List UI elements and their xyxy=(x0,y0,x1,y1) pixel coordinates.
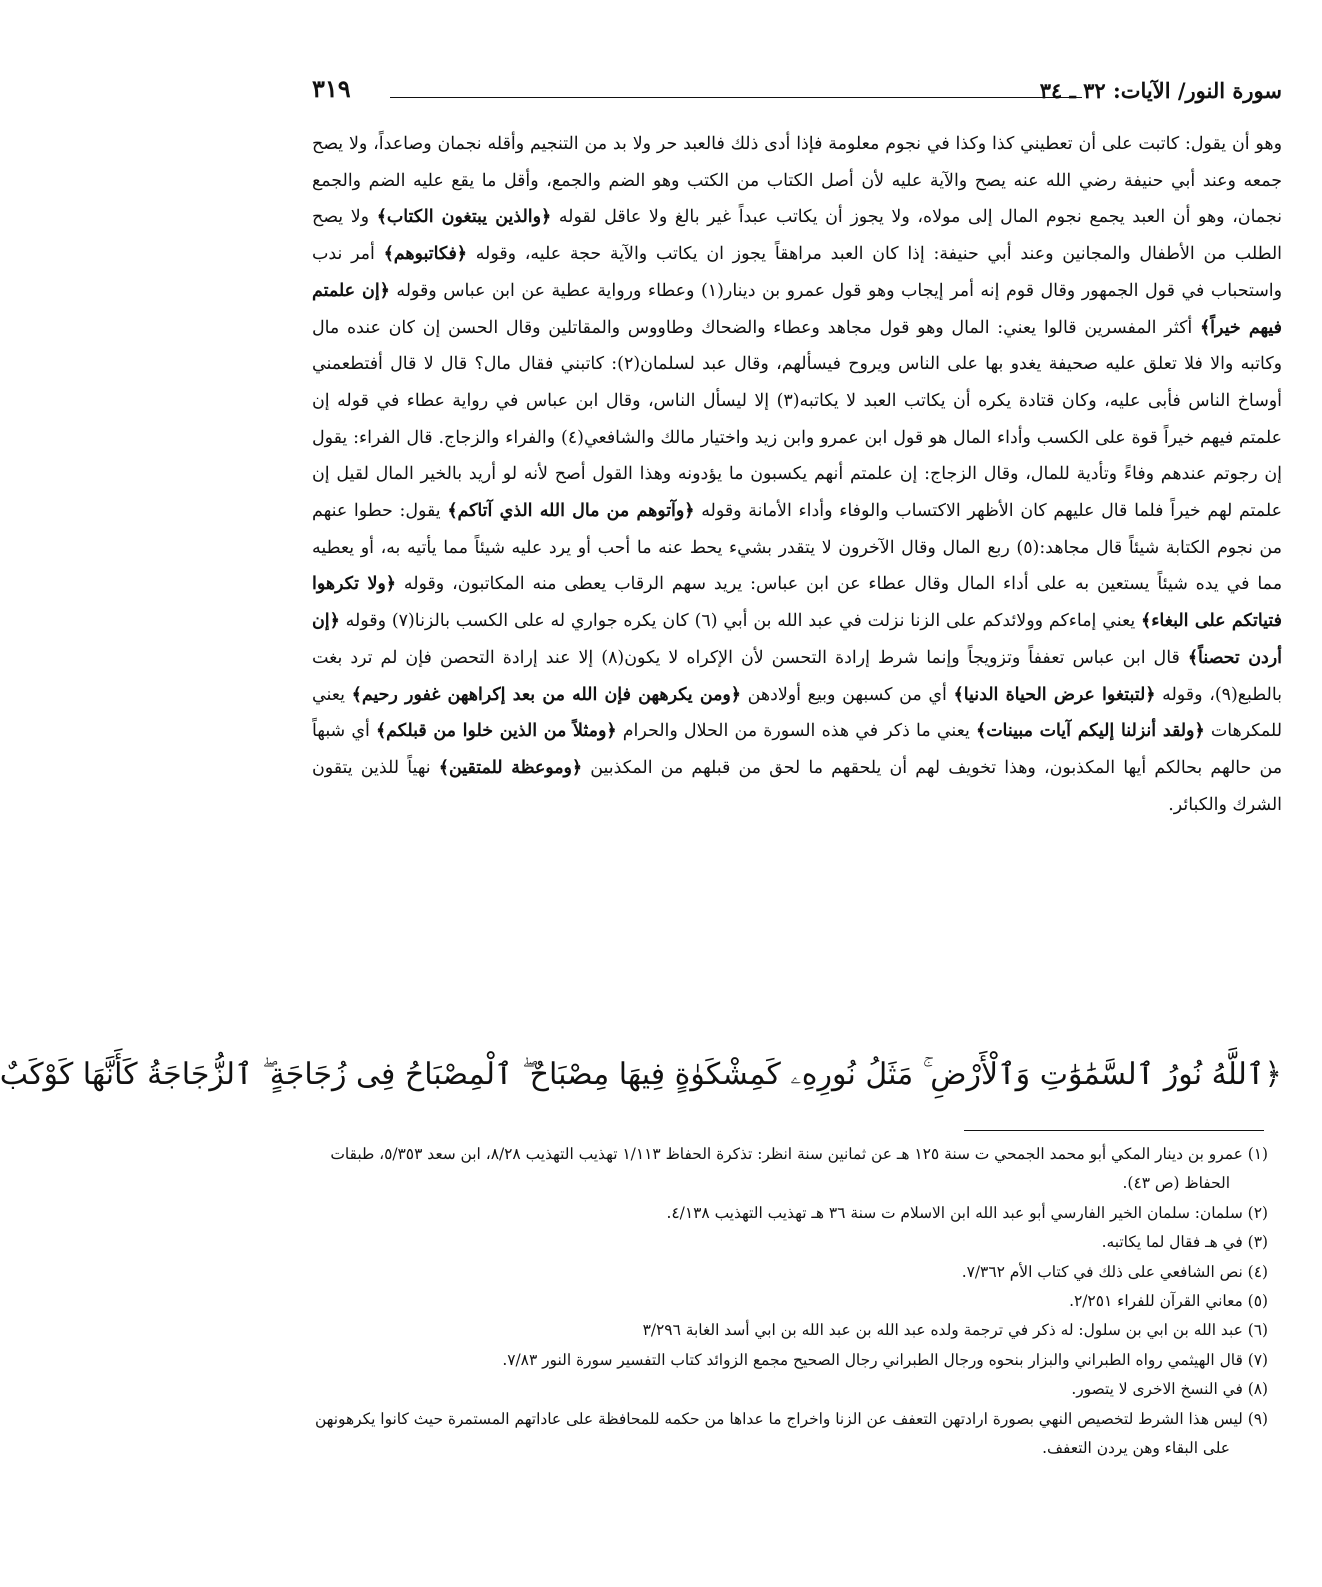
footnote-4: (٤) نص الشافعي على ذلك في كتاب الأم ٧/٣٦٢. xyxy=(961,1262,1268,1281)
commentary-text: يعني للمكرهات xyxy=(312,684,1282,742)
commentary-text: يعني ما ذكر في هذه السورة من الحلال والحرام xyxy=(616,721,976,742)
commentary-text: والفراء والزجاج. قال الفراء: يقول إن رجوتم عندهم وفاءً وتأدية للمال، وقال الزجاج: إن علمتم أنهم يكسبون ما يؤدونه وهذا القول أصح لأنه لو أريد بالخير المال لقيل إن علمتم لهم خيراً فلما قال عليهم كان الأظهر الاكتساب والوفاء وأداء الأمانة وقوله xyxy=(312,427,1282,522)
commentary-text: (٧) xyxy=(391,611,415,632)
commentary-text: وهو أن يقول: كاتبت على أن تعطيني كذا وكذا في نجوم معلومة فإذا أدى ذلك فالعبد حر ولا بد من التنجيم وأقله نجمان وصاعداً، ولا يصح جمعه وعند أبي حنيفة رضي الله عنه يصح والآية عليه لأن أصل الكتاب من الكتب وهو الضم والجمع، وأقل ما يقع عليه الضم والجمع نجمان، وهو أن العبد يجمع نجوم المال إلى مولاه، ولا يجوز أن يكاتب عبداً غير بالغ ولا عاقل لقوله xyxy=(312,134,1282,228)
footnote-8: (٨) في النسخ الاخرى لا يتصور. xyxy=(1071,1380,1268,1399)
quoted-verse: ﴿ولا تكرهوا فتياتكم على البغاء﴾ xyxy=(312,574,1282,632)
quoted-verse: ﴿والذين يبتغون الكتاب﴾ xyxy=(376,207,552,228)
quoted-verse: ﴿إن علمتم فيهم خيراً﴾ xyxy=(312,280,1282,338)
commentary-text: نهياً للذين يتقون الشرك والكبائر. xyxy=(312,757,1282,815)
page-header xyxy=(312,74,1282,118)
commentary-text: (٦) xyxy=(694,611,724,632)
commentary-text: وقوله xyxy=(339,611,392,632)
commentary-text: ، وقوله xyxy=(1155,684,1215,705)
commentary-text: أي شبهاً من حالهم بحالكم أيها المكذبون، وهذا تخويف لهم أن يلحقهم ما لحق من قبلهم من المكذبين xyxy=(312,721,1283,778)
quoted-verse: ﴿وآتوهم من مال الله الذي آتاكم﴾ xyxy=(447,501,695,522)
footnote-rule xyxy=(964,1130,1264,1131)
footnote-1: (١) عمرو بن دينار المكي أبو محمد الجمحي ت سنة ١٢٥ هـ عن ثمانين سنة انظر: تذكرة الحفاظ ١/١١٣ تهذيب التهذيب ٨/٢٨، ابن سعد ٥/٣٥٣، طبقات الحفاظ (ص ٤٣). xyxy=(330,1145,1268,1193)
quoted-verse: ﴿إن أردن تحصناً﴾ xyxy=(312,611,1283,668)
commentary-text: وعطاء ورواية عطية عن ابن عباس وقوله xyxy=(389,280,701,301)
quoted-verse: ﴿ولقد أنزلنا إليكم آيات مبينات﴾ xyxy=(976,721,1205,742)
footnotes xyxy=(312,1140,1268,1463)
footnote-2: (٢) سلمان: سلمان الخير الفارسي أبو عبد الله ابن الاسلام ت سنة ٣٦ هـ تهذيب التهذيب ٤/١٣٨. xyxy=(666,1203,1268,1222)
commentary-text: يقول: حطوا عنهم من نجوم الكتابة شيئاً قال مجاهد: xyxy=(312,501,1282,558)
commentary-text: كان يكره جواري له على الكسب بالزنا xyxy=(414,611,695,632)
header-rule xyxy=(390,97,1082,98)
body-text xyxy=(312,126,1282,823)
commentary-text: (٤) xyxy=(561,427,584,448)
commentary-text: قال ابن عباس تعففاً وتزويجاً وإنما شرط إرادة التحسن لأن الإكراه لا يكون xyxy=(624,647,1188,668)
commentary-text: أمر ندب واستحباب في قول الجمهور وقال قوم إنه أمر إيجاب وهو قول عمرو بن دينار xyxy=(312,244,1283,301)
commentary-text: أكثر المفسرين قالوا يعني: المال وهو قول مجاهد وعطاء والضحاك وطاووس والمقاتلين وقال الحسن إن كان عنده مال وكاتبه والا فلا تعلق عليه صحيفة يغدو بها على الناس ويروح فيسألهم، وقال عبد لسلمان xyxy=(312,317,1282,375)
commentary-text: (١) xyxy=(700,280,724,301)
commentary-text: إلا عند إرادة التحصن فإن لم ترد بغت بالطبع xyxy=(312,647,1282,705)
footnote-5: (٥) معاني القرآن للفراء ٢/٢٥١. xyxy=(1069,1292,1268,1311)
quoted-verse: ﴿وموعظة للمتقين﴾ xyxy=(438,757,583,778)
quran-verse: ﴿ٱللَّهُ نُورُ ٱلسَّمَٰوَٰتِ وَٱلْأَرْضِ ۚ مَثَلُ نُورِهِۦ كَمِشْكَوٰةٍ فِيهَا مِصْبَاحٌ ۖ ٱلْمِصْبَاحُ فِى زُجَاجَةٍ ۖ ٱلزُّجَاجَةُ كَأَنَّهَا كَوْكَبٌ xyxy=(0,1057,1282,1092)
commentary-text: : كاتبني فقال مال؟ قال لا قال أفتطعمني أوساخ الناس فأبى عليه، وكان قتادة يكره أن يكاتب العبد لا يكاتبه xyxy=(312,354,1283,411)
commentary-text: (٢) xyxy=(617,354,641,375)
page-number: ٣١٩ xyxy=(312,74,351,103)
footnote-7: (٧) قال الهيثمي رواه الطبراني والبزار بنحوه ورجال الطبراني رجال الصحيح مجمع الزوائد كتاب التفسير سورة النور ٧/٨٣. xyxy=(502,1350,1268,1369)
footnote-6: (٦) عبد الله بن ابي بن سلول: له ذكر في ترجمة ولده عبد الله بن عبد الله بن ابي أسد الغابة ٣/٢٩٦ xyxy=(642,1321,1268,1340)
quoted-verse: ﴿ومن يكرههن فإن الله من بعد إكراههن غفور رحيم﴾ xyxy=(351,684,741,705)
commentary-text: ربع المال وقال الآخرون لا يتقدر بشيء يحط عنه ما أحب أو يرد عليه شيئاً مما يأتيه به، أو يعطيه مما في يده شيئاً يستعين به على أداء المال وقال عطاء عن ابن عباس: يريد سهم الرقاب يعطى منه المكاتبون، وقوله xyxy=(312,537,1283,595)
quoted-verse: ﴿ومثلاً من الذين خلوا من قبلكم﴾ xyxy=(375,721,617,742)
commentary-text: (٣) xyxy=(776,390,800,411)
commentary-text: ولا يصح الطلب من الأطفال والمجانين وعند أبي حنيفة: إذا كان العبد مراهقاً يجوز ان يكاتب والآية حجة عليه، وقوله xyxy=(312,207,1282,265)
footnote-9: (٩) ليس هذا الشرط لتخصيص النهي بصورة ارادتهن التعفف عن الزنا واخراج ما عداها من حكمه للمحافظة على عاداتهم المستمرة حيث كانوا يكرهونهن على البقاء وهن يردن التعفف. xyxy=(314,1409,1268,1458)
commentary-text: (٩) xyxy=(1214,684,1238,705)
commentary-paragraph xyxy=(312,126,1282,823)
quoted-verse: ﴿فكاتبوهم﴾ xyxy=(383,244,467,265)
commentary-text: يعني إماءكم وولائدكم على الزنا نزلت في عبد الله بن أبي xyxy=(723,611,1142,632)
quoted-verse: ﴿لتبتغوا عرض الحياة الدنيا﴾ xyxy=(953,684,1156,705)
commentary-text: أي من كسبهن وبيع أولادهن xyxy=(740,684,954,705)
commentary-text: إلا ليسأل الناس، وقال ابن عباس في رواية عطاء في قوله إن علمتم فيهم خيراً قوة على الكسب وأداء المال هو قول ابن عمرو وابن زيد واختيار مالك والشافعي xyxy=(312,390,1282,448)
footnote-3: (٣) في هـ فقال لما يكاتبه. xyxy=(1101,1233,1268,1252)
running-title: سورة النور/ الآيات: ٣٢ ـ ٣٤ xyxy=(1039,78,1282,103)
commentary-text: (٨) xyxy=(601,647,625,668)
commentary-text: (٥) xyxy=(1016,537,1040,558)
